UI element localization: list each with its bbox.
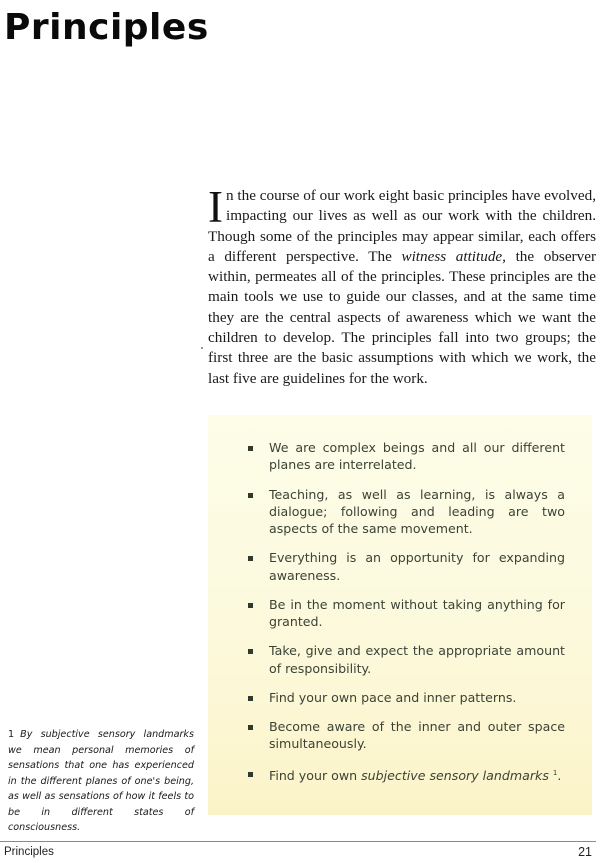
principle-item (248, 689, 565, 706)
square-bullet-icon (248, 696, 253, 701)
principle-item (248, 596, 565, 631)
principle-item (248, 718, 565, 753)
square-bullet-icon (248, 603, 253, 608)
principle-italic-term: subjective sensory landmarks (361, 767, 549, 783)
principle-text: Be in the moment without taking anything for granted. (269, 596, 565, 630)
square-bullet-icon (248, 446, 253, 451)
footnote (8, 727, 194, 836)
principle-text: Become aware of the inner and outer space simultaneously. (269, 719, 565, 752)
footnote-text: By subjective sensory landmarks we mean personal memories of sensations that one has experienced in the different planes of one's being, as well as sensations of how it feels to be in different states of consciousness. (8, 729, 194, 833)
principle-text: Find your own pace and inner patterns. (269, 689, 517, 705)
footnote-number: 1 (8, 729, 15, 740)
principle-text-suffix: . (557, 767, 562, 783)
intro-italic-term: witness attitude, (401, 247, 506, 265)
principle-text: Teaching, as well as learning, is always a dialogue; following and leading are two aspects of the same movement. (269, 486, 565, 537)
square-bullet-icon (248, 725, 253, 730)
principle-item (248, 765, 565, 785)
principles-box (208, 415, 592, 815)
principle-item (248, 486, 565, 538)
principle-text-prefix: Find your own (269, 767, 362, 783)
principle-item (248, 439, 565, 474)
page-title: Principles (4, 7, 209, 48)
page-number: 21 (578, 845, 592, 859)
running-footer-title: Principles (4, 846, 54, 858)
principle-text: We are complex beings and all our different planes are interrelated. (269, 440, 565, 473)
square-bullet-icon (248, 649, 253, 654)
intro-text-start: n the course of our work eight basic principles have evolved, impacting our lives as well as our work with the children. Though some of the principles may appear similar, each offers a different perspective. The (208, 187, 596, 265)
principle-text: Everything is an opportunity for expanding awareness. (269, 550, 565, 583)
footer-divider (0, 841, 596, 842)
intro-paragraph (208, 182, 597, 389)
principle-text: Take, give and expect the appropriate amount of responsibility. (269, 643, 565, 676)
square-bullet-icon (248, 772, 253, 777)
drop-cap: I (208, 182, 223, 232)
principle-item (248, 642, 565, 677)
intro-text-end: the observer within, permeates all of the principles. These principles are the main tools we use to guide our classes, and at the same time they are the central aspects of awareness which we want the children to develop. The principles fall into two groups; the first three are the basic assumptions with which we work, the last five are guidelines for the work. (208, 247, 597, 387)
principles-list (248, 439, 565, 796)
principle-item (248, 549, 565, 584)
print-speck (201, 347, 203, 349)
footnote-reference[interactable]: 1 (552, 768, 558, 777)
square-bullet-icon (248, 493, 253, 498)
square-bullet-icon (248, 556, 253, 561)
